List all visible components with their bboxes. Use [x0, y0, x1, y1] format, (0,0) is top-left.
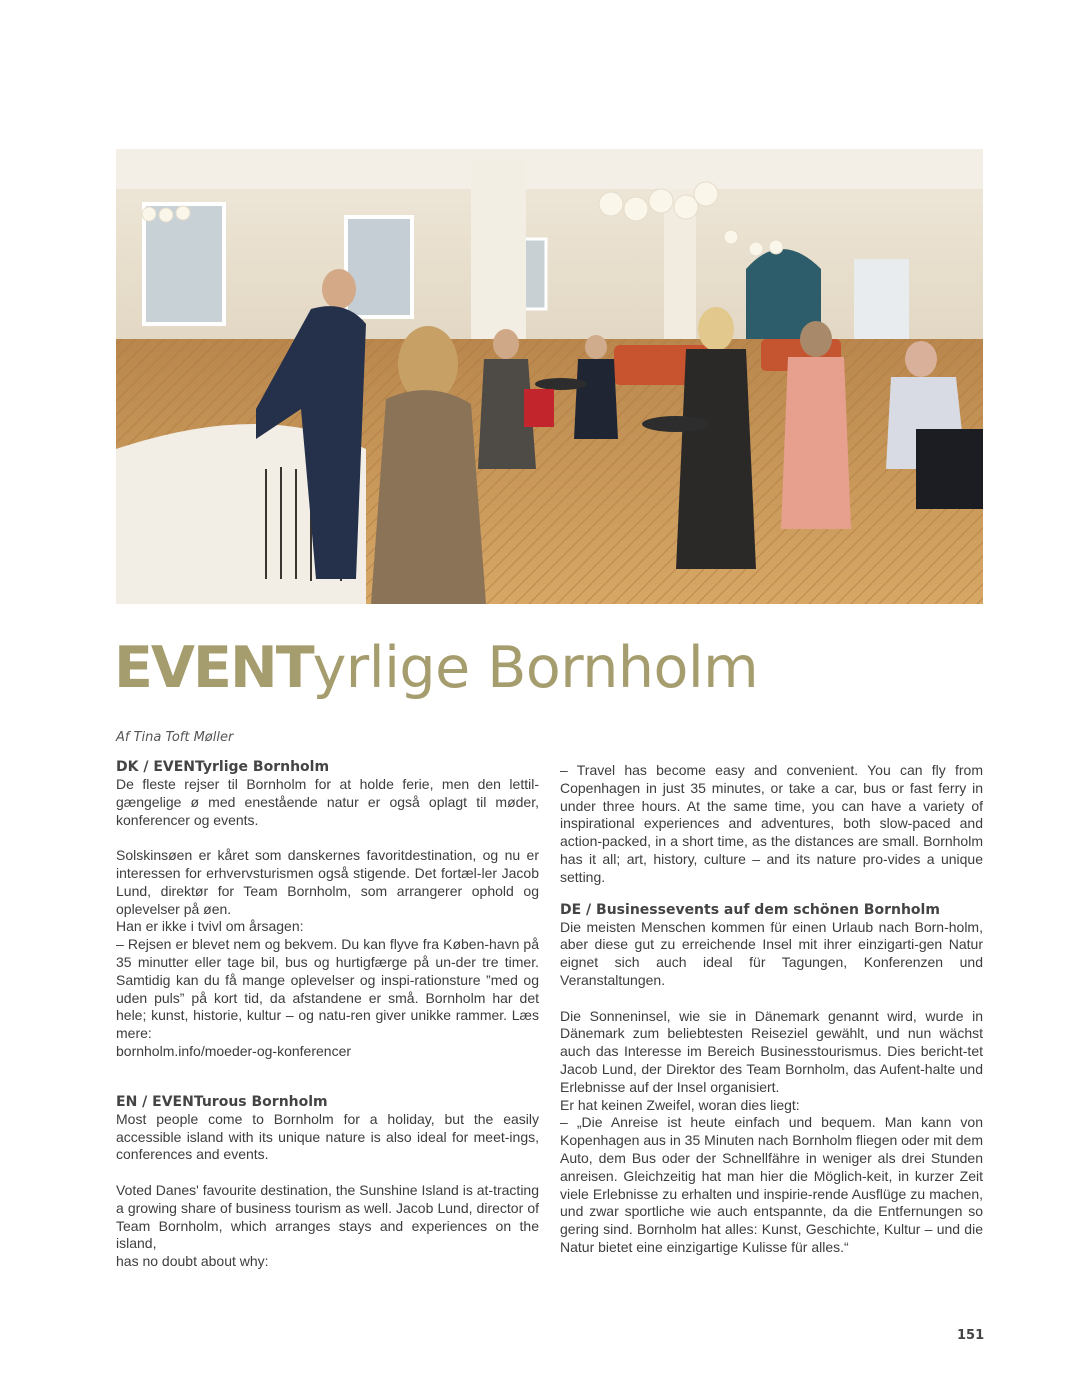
de-paragraph-1: Die meisten Menschen kommen für einen Urlaub nach Born-holm, aber diese gut zu erreichende Insel mit ihrer einzigarti-gen Natur eignet sich auch ideal für Tagungen, Konferenzen und Veranstaltungen.	[560, 918, 983, 988]
dk-heading: DK / EVENTyrlige Bornholm	[116, 759, 330, 775]
en-paragraph-3: has no doubt about why:	[116, 1253, 269, 1270]
dk-paragraph-3: Han er ikke i tvivl om årsagen:	[116, 918, 304, 935]
article-title-light: yrlige Bornholm	[312, 635, 759, 701]
event-photo-illustration	[116, 149, 983, 604]
article-title-strong: EVENT	[114, 635, 313, 701]
byline: Af Tina Toft Møller	[116, 730, 234, 745]
de-paragraph-2: Die Sonneninsel, wie sie in Dänemark genannt wird, wurde in Dänemark zum beliebtesten Reiseziel gewählt, und nun wächst auch das Interesse im Bereich Businesstourismus. Dies bericht-tet Jacob Lund, der Direktor des Team Bornholm, das Aufent-halte und Erlebnisse auf der Insel organisiert.	[560, 1007, 983, 1095]
dk-paragraph-1: De fleste rejser til Bornholm for at holde ferie, men den lettil-gængelige ø med enestående natur er også oplagt til møder, konferencer og events.	[116, 776, 539, 828]
de-paragraph-4: – „Die Anreise ist heute einfach und bequem. Man kann von Kopenhagen aus in 35 Minuten nach Bornholm fliegen oder mit dem Auto, dem Bus oder der Schnellfähre in weniger als drei Stunden anreisen. Gleichzeitig hat man hier die Möglich-keit, in kurzer Zeit viele Erlebnisse zu erhalten und inspirie-rende Ausflüge zu machen, und zwar sportliche wie auch entspannte, da die Entfernungen so gering sind. Bornholm hat alles: Kunst, Geschichte, Kultur – und die Natur bietet eine einzigartige Kulisse für alles.“	[560, 1114, 983, 1255]
article-title	[114, 632, 758, 704]
left-column	[116, 758, 539, 1271]
event-photo	[116, 149, 983, 604]
en-paragraph-1: Most people come to Bornholm for a holiday, but the easily accessible island with its unique nature is also ideal for meet-ings, conferences and events.	[116, 1110, 539, 1163]
en-heading: EN / EVENTurous Bornholm	[116, 1093, 328, 1110]
right-column	[560, 762, 983, 1257]
en-paragraph-4: – Travel has become easy and convenient. You can fly from Copenhagen in just 35 minutes, or take a car, bus or fast ferry in under three hours. At the same time, you can have a variety of inspirational experiences and adventures, both slow-paced and action-packed, in a short time, as the distances are small. Bornholm has it all; art, history, culture – and its nature pro-vides a unique setting.	[560, 762, 983, 885]
dk-paragraph-4: – Rejsen er blevet nem og bekvem. Du kan flyve fra Køben-havn på 35 minutter eller tage bil, bus og hurtigfærge på un-der tre timer. Samtidig kan du få mange oplevelser og inspi-rationsture ”med og uden puls” på kort tid, da afstandene er små. Bornholm har det hele; kunst, historie, kultur – og natu-ren giver unikke rammer. Læs mere:	[116, 936, 539, 1042]
dk-link[interactable]: bornholm.info/moeder-og-konferencer	[116, 1042, 352, 1059]
en-paragraph-2: Voted Danes' favourite destination, the Sunshine Island is at-tracting a growing share of business tourism as well. Jacob Lund, director of Team Bornholm, which arranges stays and experiences on the island,	[116, 1181, 539, 1252]
de-paragraph-3: Er hat keinen Zweifel, woran dies liegt:	[560, 1096, 800, 1113]
dk-paragraph-2: Solskinsøen er kåret som danskernes favoritdestination, og nu er interessen for erhvervsturismen også stigende. Det fortæl-ler Jacob Lund, direktør for Team Bornholm, som arrangerer ophold og oplevelser på øen.	[116, 847, 539, 917]
page-number: 151	[957, 1328, 985, 1343]
de-heading: DE / Businessevents auf dem schönen Bornholm	[560, 901, 940, 918]
